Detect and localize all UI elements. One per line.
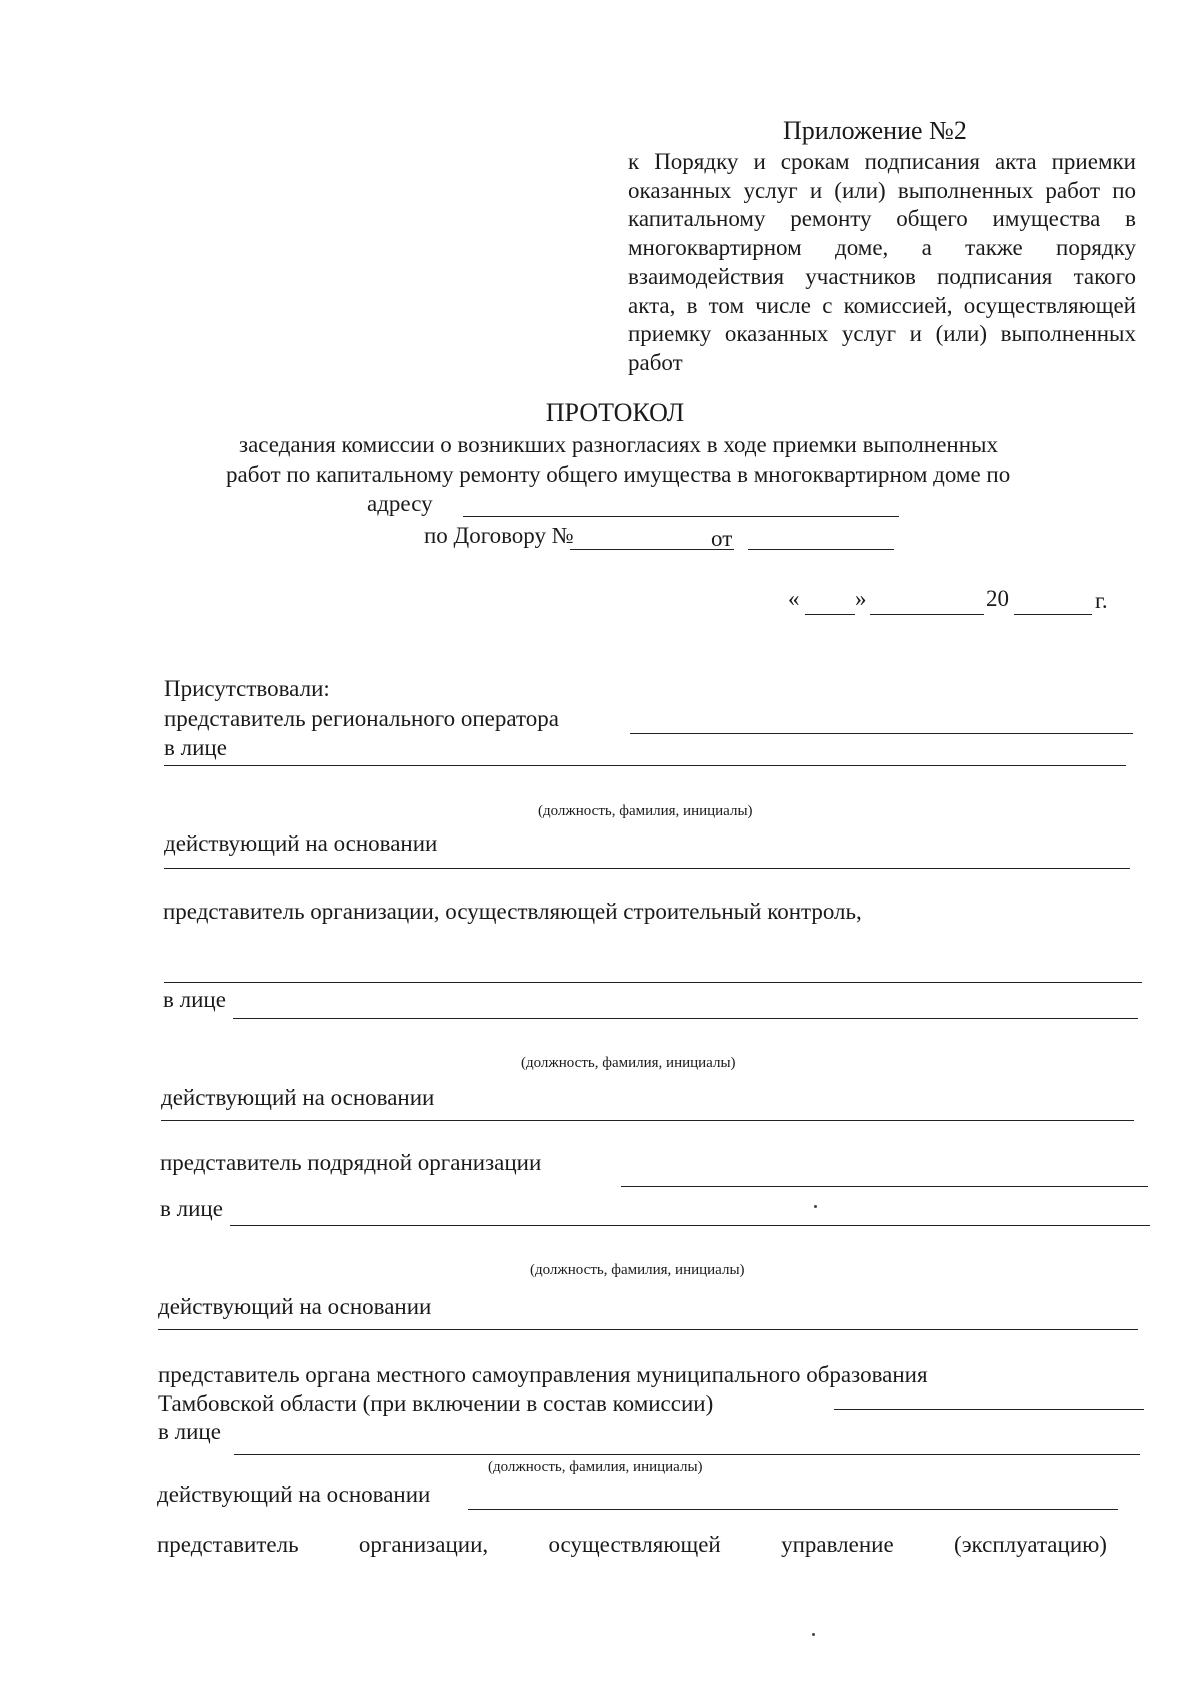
date-month-field[interactable] (870, 614, 984, 615)
protocol-subtitle-line1: заседания комиссии о возникших разногласиях в ходе приемки выполненных (239, 432, 998, 457)
contractor-basis-field[interactable] (158, 1329, 1138, 1330)
annex-line: приемку оказанных услуг и (или) выполненных (628, 321, 1136, 347)
construction-control-basis-label: действующий на основании (161, 1085, 435, 1110)
annex-line: капитальному ремонту общего имущества в (628, 206, 1136, 232)
management-word: (эксплуатацию) (954, 1532, 1107, 1557)
regional-operator-position-hint: (должность, фамилия, инициалы) (538, 803, 753, 819)
management-word: организации, (358, 1532, 489, 1557)
local-government-field[interactable] (834, 1409, 1144, 1410)
scan-speck (814, 1205, 817, 1208)
contract-number-field[interactable] (570, 549, 734, 550)
annex-line: к Порядку и срокам подписания акта приемки (628, 149, 1136, 174)
date-year-field[interactable] (1014, 614, 1092, 615)
construction-control-in-person-label: в лице (163, 987, 226, 1012)
attendees-heading: Присутствовали: (164, 676, 330, 701)
annex-line: многоквартирном доме, а также порядку (628, 235, 1136, 261)
regional-operator-in-person-label: в лице (164, 735, 227, 760)
annex-line: взаимодействия участников подписания такого (628, 263, 1136, 289)
construction-control-field[interactable] (164, 982, 1142, 983)
annex-line: оказанных услуг и (или) выполненных работ по (628, 177, 1136, 203)
contractor-label: представитель подрядной организации (160, 1150, 542, 1175)
management-word: осуществляющей (548, 1532, 721, 1557)
regional-operator-label: представитель регионального оператора (164, 706, 559, 731)
regional-operator-basis-label: действующий на основании (164, 831, 438, 856)
management-word: представитель (157, 1532, 299, 1557)
scan-speck (812, 1633, 815, 1636)
annex-title: Приложение №2 (783, 116, 967, 145)
date-year-prefix: 20 (986, 586, 1009, 611)
contractor-in-person-label: в лице (160, 1196, 223, 1221)
contractor-field[interactable] (621, 1186, 1148, 1187)
date-quote-open: « (788, 586, 800, 611)
annex-line: работ (628, 349, 683, 375)
management-organization-label (157, 1532, 1107, 1558)
local-government-position-hint: (должность, фамилия, инициалы) (488, 1459, 703, 1475)
regional-operator-field[interactable] (630, 733, 1133, 734)
contractor-position-hint: (должность, фамилия, инициалы) (530, 1262, 745, 1278)
date-day-field[interactable] (805, 614, 855, 615)
local-government-in-person-label: в лице (158, 1419, 221, 1444)
contractor-person-field[interactable] (230, 1225, 1150, 1226)
annex-reference (628, 148, 1136, 378)
address-field[interactable] (463, 516, 899, 517)
management-word: управление (781, 1532, 894, 1557)
regional-operator-basis-field[interactable] (164, 868, 1130, 869)
date-suffix: г. (1095, 588, 1108, 613)
contractor-basis-label: действующий на основании (158, 1294, 432, 1319)
local-government-label-line1: представитель органа местного самоуправления муниципального образования (158, 1362, 928, 1387)
contract-from-label: от (711, 526, 733, 551)
contract-label: по Договору № (424, 523, 574, 548)
protocol-title: ПРОТОКОЛ (545, 398, 685, 427)
regional-operator-person-field[interactable] (164, 765, 1126, 766)
annex-line: акта, в том числе с комиссией, осуществляющей (628, 292, 1136, 318)
local-government-basis-label: действующий на основании (157, 1482, 431, 1507)
construction-control-label: представитель организации, осуществляющей строительный контроль, (163, 899, 862, 924)
address-label: адресу (367, 491, 433, 516)
construction-control-basis-field[interactable] (161, 1120, 1134, 1121)
local-government-basis-field[interactable] (468, 1509, 1118, 1510)
construction-control-person-field[interactable] (233, 1018, 1138, 1019)
construction-control-position-hint: (должность, фамилия, инициалы) (521, 1055, 736, 1071)
protocol-subtitle-line2: работ по капитальному ремонту общего имущества в многоквартирном доме по (226, 462, 1011, 487)
contract-date-field[interactable] (748, 549, 894, 550)
local-government-label-line2: Тамбовской области (при включении в состав комиссии) (158, 1391, 714, 1416)
date-quote-close: » (855, 586, 867, 611)
local-government-person-field[interactable] (234, 1454, 1140, 1455)
